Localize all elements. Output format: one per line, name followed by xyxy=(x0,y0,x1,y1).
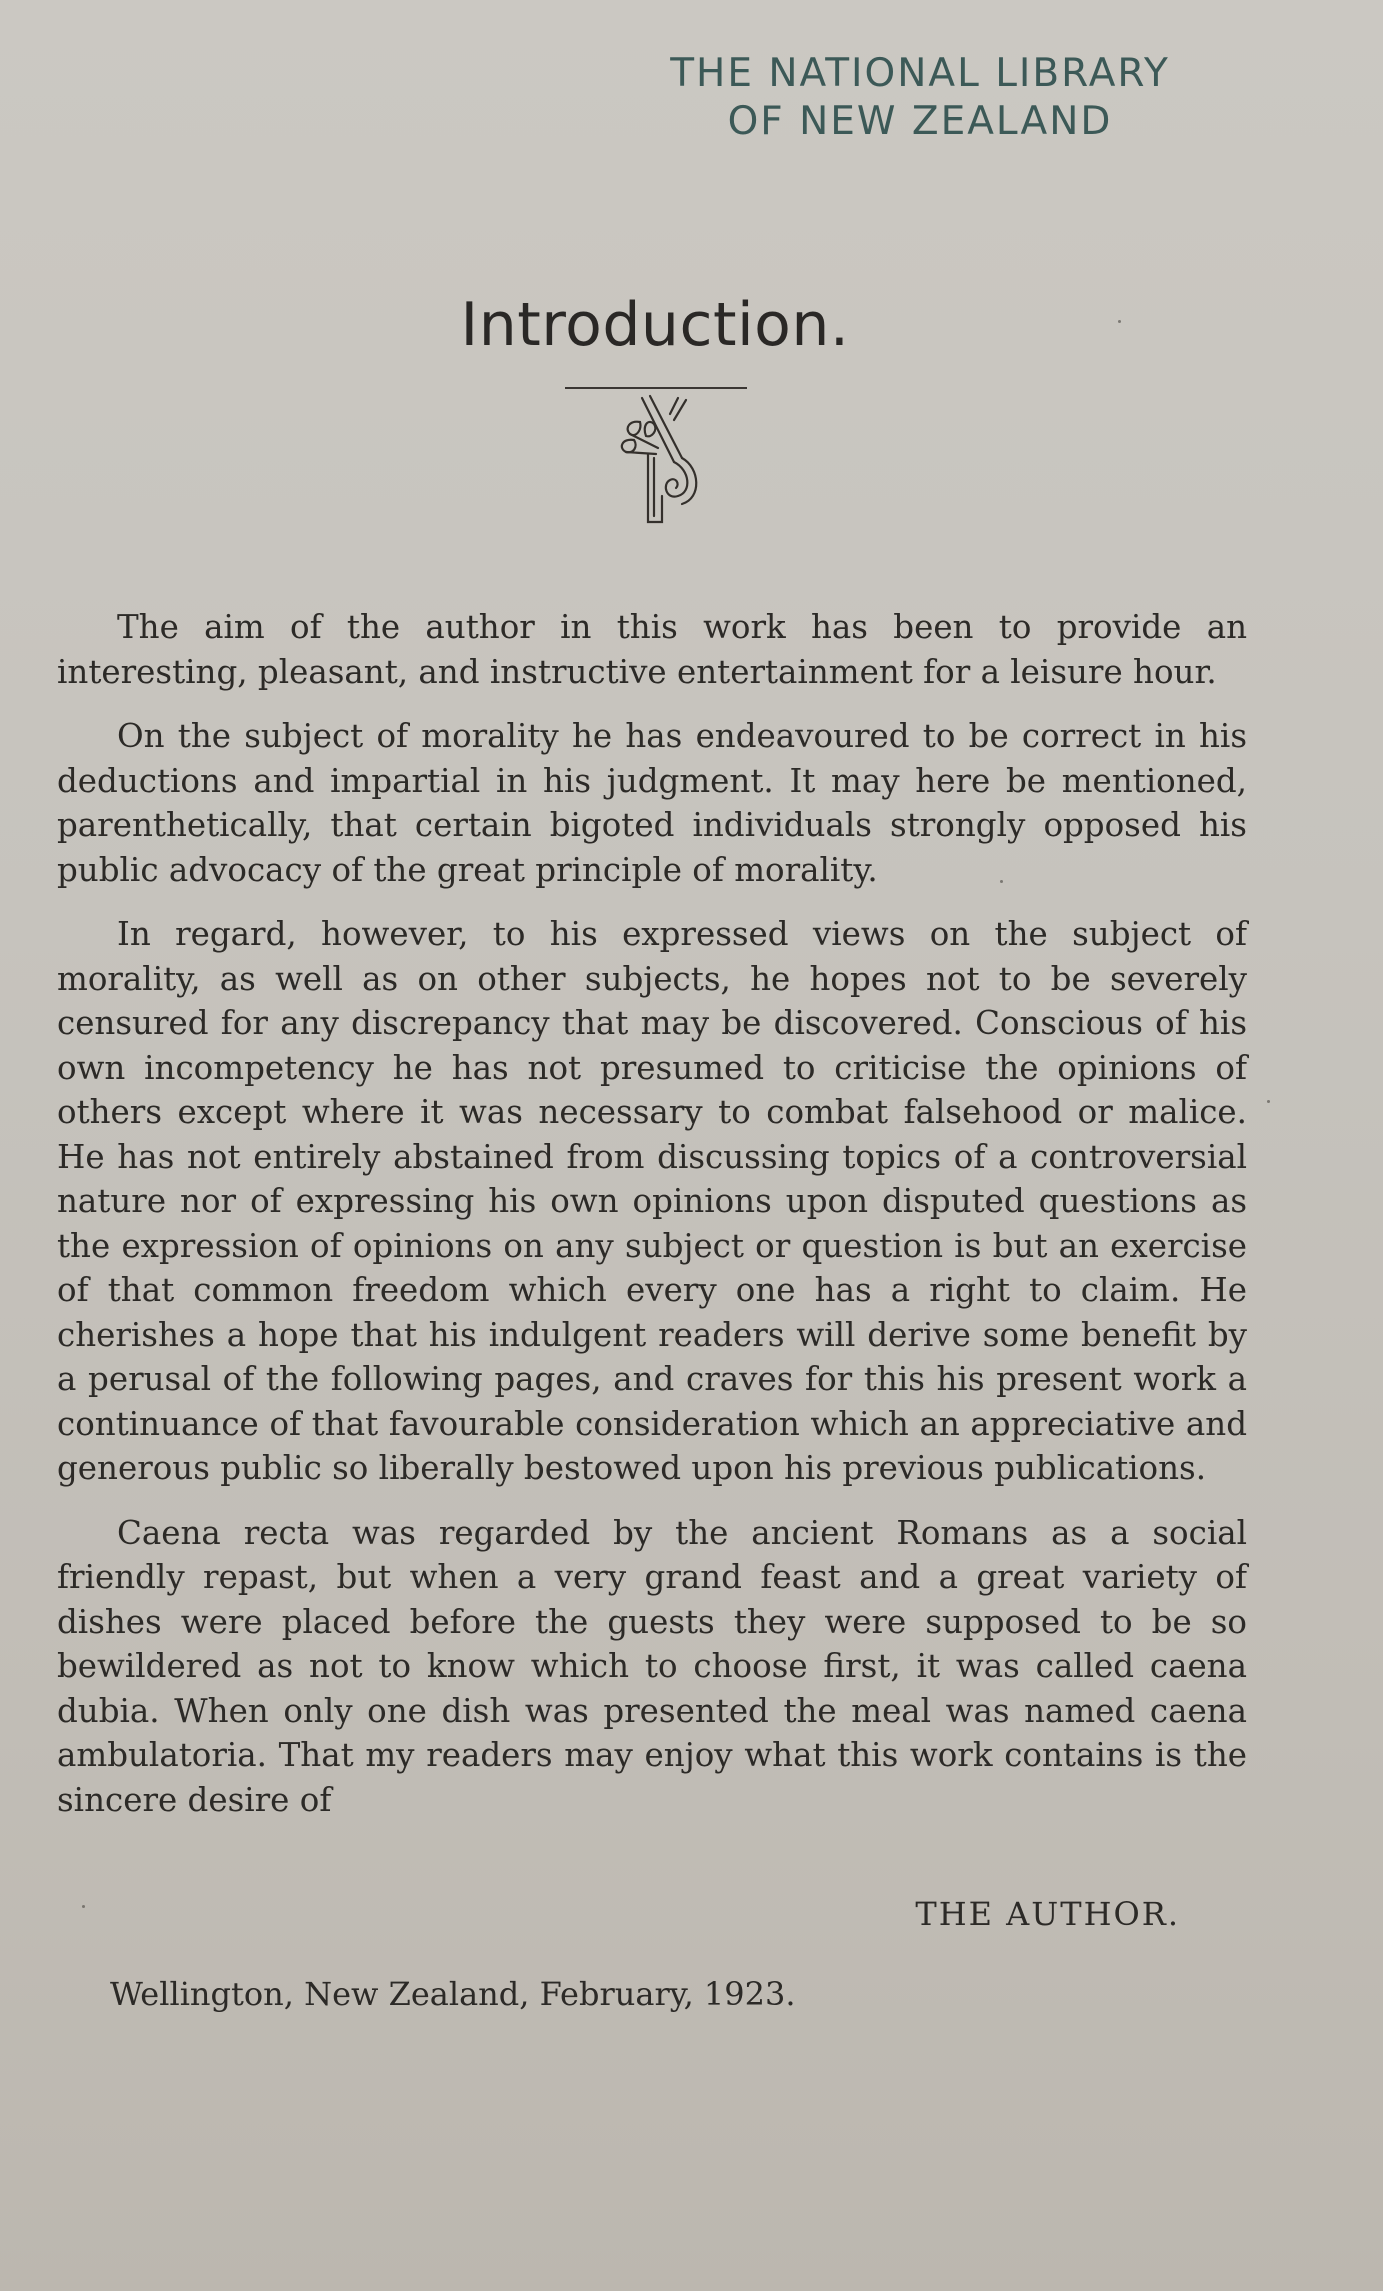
paragraph-3: In regard, however, to his expressed views on the subject of morality, as well as on other subjects, he hopes not to be severely censured for any discrepancy that may be discovered. Conscious of his own incompetency he has not presumed to criticise the opinions of others except where it was necessary to combat falsehood or malice. He has not entirely abstained from discussing topics of a controversial nature nor of expressing his own opinions upon disputed questions as the expression of opinions on any subject or question is but an exercise of that common freedom which every one has a right to claim. He cherishes a hope that his indulgent readers will derive some benefit by a perusal of the following pages, and craves for this his present work a continuance of that favourable consideration which an appreciative and generous public so liberally bestowed upon his previous publications. xyxy=(57,915,1247,1487)
paper-speck xyxy=(82,1905,85,1908)
paragraph-2: On the subject of morality he has endeavoured to be correct in his deductions and impartial in his judgment. It may here be mentioned, parenthetically, that certain bigoted individuals strongly opposed his public advocacy of the great principle of morality. xyxy=(57,717,1247,889)
dateline: Wellington, New Zealand, February, 1923. xyxy=(110,1975,796,2013)
stamp-line-2: OF NEW ZEALAND xyxy=(727,99,1113,144)
paper-speck xyxy=(1000,880,1003,883)
paragraph-1: The aim of the author in this work has been to provide an interesting, pleasant, and instructive entertainment for a leisure hour. xyxy=(57,608,1247,691)
title-rule xyxy=(565,387,747,389)
stamp-line-1: THE NATIONAL LIBRARY xyxy=(670,51,1170,96)
page-title: Introduction. xyxy=(460,290,850,360)
paragraph-4: Caena recta was regarded by the ancient Romans as a social friendly repast, but when a very grand feast and a great variety of dishes were placed before the guests they were supposed to be so bewildered as not to know which to choose first, it was called caena dubia. When only one dish was presented the meal was named caena ambulatoria. That my readers may enjoy what this work contains is the sincere desire of xyxy=(57,1513,1247,1819)
floral-flourish-icon xyxy=(612,392,700,527)
paper-speck xyxy=(1267,1100,1270,1103)
library-stamp xyxy=(620,50,1220,146)
introduction-body xyxy=(57,605,1247,1842)
paper-speck xyxy=(1118,320,1121,323)
author-signature: THE AUTHOR. xyxy=(915,1895,1180,1933)
